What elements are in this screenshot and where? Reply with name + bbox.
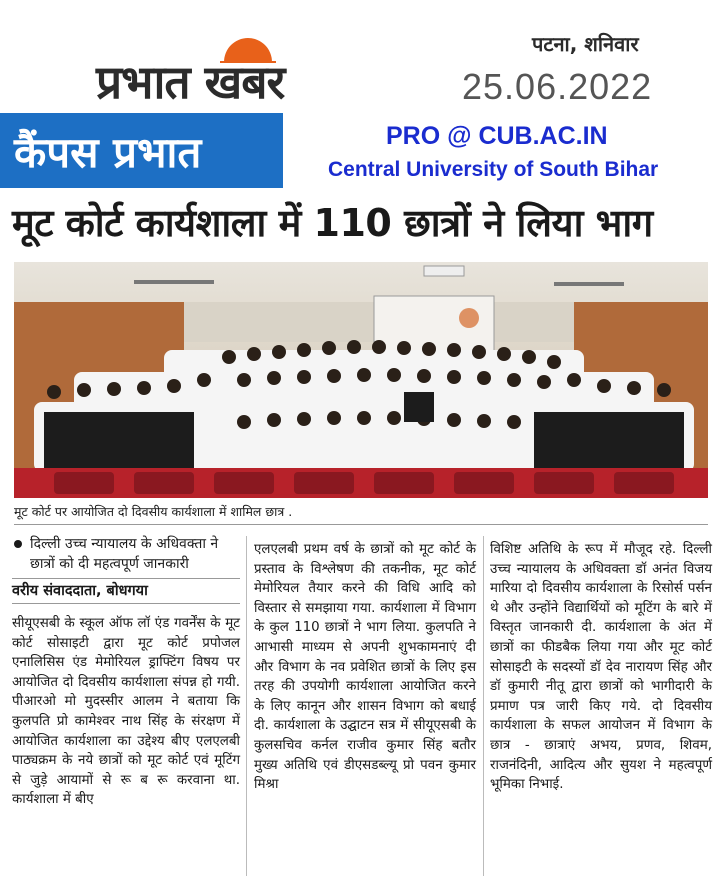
article-headline: मूट कोर्ट कार्यशाला में 110 छात्रों ने लिया भाग [12,201,653,245]
column-1-text: सीयूएसबी के स्कूल ऑफ लॉ एंड गवर्नेंस के मूट कोर्ट सोसाइटी द्वारा मूट कोर्ट प्रपोजल एनालिसिस एंड मेमोरियल ड्राफ्टिंग विषय पर आयोजित दो दिवसीय कार्यशाला संपन्न हो गयी. पीआरओ मो मुदस्सीर आलम ने बताया कि कुलपति प्रो कामेश्वर नाथ सिंह के संरक्षण में आयोजित कार्यशाला का उद्देश्य बीए एलएलबी पाठ्यक्रम के नये छात्रों को मूट कोर्ट एवं मूटिंग से जुड़े आयामों से रू ब रू करवाना था. कार्यशाला में बीए [12,616,240,808]
masthead [0,0,723,112]
section-banner [0,113,283,188]
column-3-text: विशिष्ट अतिथि के रूप में मौजूद रहे. दिल्ली उच्च न्यायालय के अधिवक्ता डॉ अनंत विजय मारिया दो दिवसीय कार्यशाला के रिसोर्स पर्सन थे और उन्होंने विद्यार्थियों को मूटिंग के बारे में विस्तृत जानकारी दी. कार्यशाला के अंत में छात्रों का फीडबैक लिया गया और मूट कोर्ट सोसाइटी के सदस्यों डॉ देव नारायण सिंह और डॉ कुमारी नीतू द्वारा छात्रों को भागीदारी के प्रमाण पत्र जारी किए गये. दो दिवसीय कार्यशाला के सफल आयोजन में विभाग के छात्र - छात्राएं अभय, प्रणव, शिवम, राजनंदिनी, आदित्य और सुयश ने महत्वपूर्ण भूमिका निभाई. [490,542,712,793]
article-column-2 [254,540,476,795]
university-name: Central University of South Bihar [328,158,659,181]
column-2-text: एलएलबी प्रथम वर्ष के छात्रों को मूट कोर्ट के प्रस्ताव के विश्लेषण की तकनीक, मूट कोर्ट मेमोरियल तैयार करने की विधि आदि को विस्तार से समझाया गया. कार्यशाला में विभाग के कुल 110 छात्रों ने भाग लिया. कुलपति ने आभासी माध्यम से अपनी शुभकामनाएं दी और विभाग के नव प्रवेशित छात्रों के लिए इस तरह की उपयोगी कार्यशाला आयोजित करने के लिए कानून और शासन विभाग को बधाई दी. कार्यशाला के उद्घाटन सत्र में सीयूएसबी के कुलसचिव कर्नल राजीव कुमार सिंह बतौर मुख्य अतिथि एवं डीएसडब्ल्यू प्रो पवन कुमार मिश्रा [254,542,476,793]
section-banner-label: कैंपस प्रभात [14,128,202,177]
logo-text: प्रभात खबर [96,55,285,109]
newspaper-logo [92,36,372,109]
dateline-date: 25.06.2022 [462,66,653,107]
group-photo [14,262,708,498]
caption-divider [14,524,708,525]
column-divider [246,536,247,876]
dateline-city: पटना, शनिवार [532,32,639,56]
article-subhead: दिल्ली उच्च न्यायालय के अधिवक्ता ने छात्रों को दी महत्वपूर्ण जानकारी [12,534,240,574]
article-column-3 [490,540,712,795]
article-byline: वरीय संवाददाता, बोधगया [12,578,240,604]
article-column-1 [12,534,240,810]
photo-caption: मूट कोर्ट पर आयोजित दो दिवसीय कार्यशाला में शामिल छात्र . [14,504,293,519]
pro-email: PRO @ CUB.AC.IN [386,122,608,150]
column-divider [483,536,484,876]
